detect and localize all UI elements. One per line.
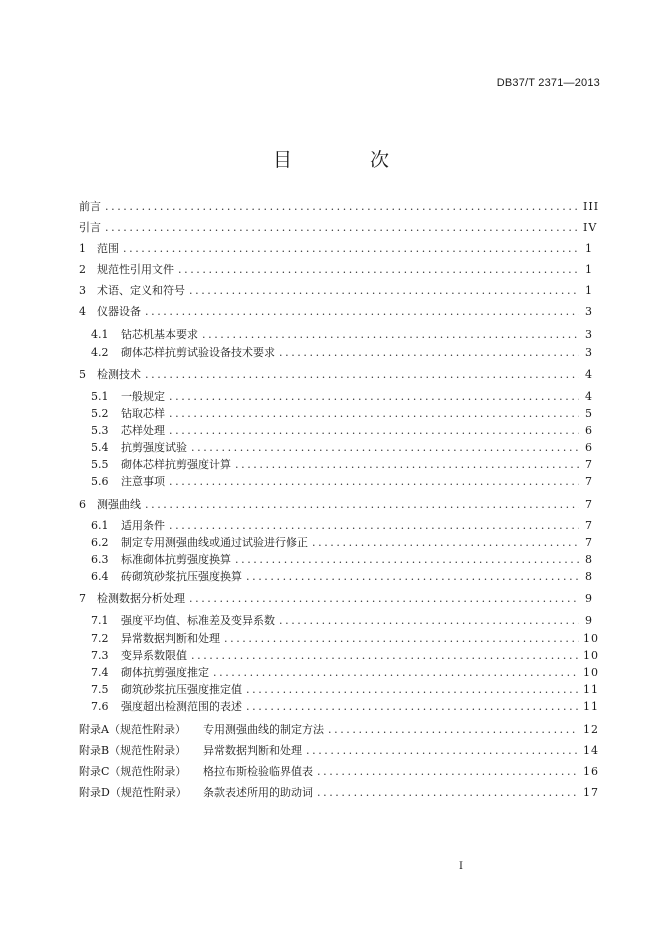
toc-entry-label: 引言 (79, 221, 101, 234)
toc-entry-number: 7.4 (91, 666, 109, 679)
toc-entry-number: 7.6 (91, 700, 109, 713)
toc-entry-page: III (583, 200, 600, 213)
toc-entry-number: 2 (79, 263, 86, 276)
toc-entry-page: 9 (585, 592, 593, 605)
toc-entry-number: 5.2 (91, 407, 109, 420)
toc-leader-dots (202, 328, 579, 341)
toc-entry-number: 4.2 (91, 346, 109, 359)
toc-entry-page: 11 (583, 683, 599, 696)
toc-entry-page: 4 (585, 390, 593, 403)
toc-entry-label: 规范性引用文件 (97, 263, 174, 276)
toc-entry-number: 5.1 (91, 390, 109, 403)
toc-leader-dots (279, 346, 579, 359)
toc-entry[interactable] (91, 473, 593, 489)
toc-entry-label: 仪器设备 (97, 305, 141, 318)
toc-entry-number: 1 (79, 242, 86, 255)
toc-leader-dots (145, 368, 579, 381)
toc-entry[interactable] (91, 612, 593, 628)
toc-leader-dots (213, 666, 579, 679)
toc-leader-dots (246, 683, 579, 696)
toc-entry-page: 8 (585, 570, 593, 583)
toc-entry-number: 4.1 (91, 328, 109, 341)
toc-entry[interactable] (91, 517, 593, 533)
toc-entry-number: 3 (79, 284, 86, 297)
toc-entry[interactable] (91, 388, 593, 404)
toc-entry-label: 砖砌筑砂浆抗压强度换算 (121, 570, 242, 583)
toc-entry-page: 1 (585, 263, 593, 276)
toc-entry-label: 砌筑砂浆抗压强度推定值 (121, 683, 242, 696)
toc-entry-page: 4 (585, 368, 593, 381)
toc-entry[interactable] (79, 742, 599, 758)
toc-entry-page: 7 (585, 475, 593, 488)
toc-leader-dots (169, 407, 579, 420)
toc-entry-number: 5.6 (91, 475, 109, 488)
toc-entry[interactable] (91, 344, 593, 360)
toc-entry-label: 范围 (97, 242, 119, 255)
toc-entry-label: 检测数据分析处理 (97, 592, 185, 605)
toc-entry-label: 术语、定义和符号 (97, 284, 185, 297)
toc-leader-dots (123, 242, 579, 255)
document-code: DB37/T 2371—2013 (496, 77, 600, 89)
toc-entry-label: 前言 (79, 200, 101, 213)
toc-leader-dots (317, 786, 579, 799)
toc-entry-label: 专用测强曲线的制定方法 (203, 723, 324, 736)
toc-entry[interactable] (91, 405, 593, 421)
toc-entry-page: 14 (583, 744, 599, 757)
toc-entry-page: 11 (583, 700, 599, 713)
toc-leader-dots (105, 200, 579, 213)
toc-entry-label: 强度超出检测范围的表述 (121, 700, 242, 713)
toc-leader-dots (246, 570, 579, 583)
toc-entry-page: 5 (585, 407, 593, 420)
toc-leader-dots (191, 649, 579, 662)
toc-leader-dots (191, 441, 579, 454)
toc-entry[interactable] (91, 630, 599, 646)
toc-leader-dots (235, 553, 579, 566)
toc-entry-label: 制定专用测强曲线或通过试验进行修正 (121, 536, 308, 549)
toc-entry-label: 标准砌体抗剪强度换算 (121, 553, 231, 566)
toc-entry-number: 5 (79, 368, 86, 381)
toc-entry[interactable] (91, 534, 593, 550)
toc-entry-page: 7 (585, 458, 593, 471)
toc-entry-label: 变异系数限值 (121, 649, 187, 662)
toc-entry-label: 格拉布斯检验临界值表 (203, 765, 313, 778)
toc-entry-label: 适用条件 (121, 519, 165, 532)
toc-leader-dots (246, 700, 579, 713)
toc-entry-number: 附录D（规范性附录） (79, 786, 187, 799)
toc-entry-label: 抗剪强度试验 (121, 441, 187, 454)
toc-entry[interactable] (91, 326, 593, 342)
toc-entry-label: 测强曲线 (97, 498, 141, 511)
toc-entry-label: 钻芯机基本要求 (121, 328, 198, 341)
toc-entry-label: 注意事项 (121, 475, 165, 488)
toc-entry[interactable] (79, 219, 598, 235)
toc-entry-page: 8 (585, 553, 593, 566)
toc-entry-number: 附录C（规范性附录） (79, 765, 187, 778)
toc-entry-page: 10 (583, 666, 599, 679)
toc-entry[interactable] (91, 568, 593, 584)
toc-leader-dots (169, 475, 579, 488)
toc-entry-number: 7.2 (91, 632, 109, 645)
toc-entry-page: 1 (585, 284, 593, 297)
toc-entry-label: 砌体芯样抗剪试验设备技术要求 (121, 346, 275, 359)
toc-entry-label: 异常数据判断和处理 (121, 632, 220, 645)
toc-entry[interactable] (91, 551, 593, 567)
toc-leader-dots (328, 723, 579, 736)
page-number: I (459, 861, 463, 872)
toc-leader-dots (189, 284, 579, 297)
toc-entry-page: 7 (585, 536, 593, 549)
toc-leader-dots (169, 390, 579, 403)
toc-entry-number: 附录A（规范性附录） (79, 723, 186, 736)
toc-entry-number: 4 (79, 305, 86, 318)
toc-entry-label: 条款表述所用的助动词 (203, 786, 313, 799)
toc-leader-dots (169, 424, 579, 437)
toc-entry[interactable] (91, 681, 599, 697)
toc-entry-label: 钻取芯样 (121, 407, 165, 420)
toc-entry-page: 10 (583, 632, 599, 645)
toc-entry-page: 6 (585, 424, 593, 437)
toc-entry-page: 17 (583, 786, 599, 799)
toc-entry-page: 3 (585, 346, 593, 359)
toc-entry-number: 7 (79, 592, 86, 605)
toc-entry[interactable] (79, 303, 593, 319)
toc-entry[interactable] (91, 698, 599, 714)
toc-entry[interactable] (79, 282, 593, 298)
toc-entry[interactable] (79, 590, 593, 606)
toc-entry-page: 12 (583, 723, 599, 736)
toc-entry-page: 3 (585, 328, 593, 341)
toc-entry-number: 6.2 (91, 536, 109, 549)
toc-entry-number: 6.1 (91, 519, 109, 532)
toc-leader-dots (317, 765, 579, 778)
toc-entry-number: 6.4 (91, 570, 109, 583)
toc-entry[interactable] (79, 784, 599, 800)
toc-entry-page: 7 (585, 519, 593, 532)
toc-leader-dots (306, 744, 579, 757)
toc-entry[interactable] (91, 439, 593, 455)
toc-entry[interactable] (91, 647, 599, 663)
toc-entry-label: 强度平均值、标准差及变异系数 (121, 614, 275, 627)
page-title: 目 次 (272, 149, 426, 171)
toc-entry-number: 5.4 (91, 441, 109, 454)
toc-entry[interactable] (79, 721, 599, 737)
toc-leader-dots (235, 458, 579, 471)
toc-entry[interactable] (91, 456, 593, 472)
toc-entry-page: 1 (585, 242, 593, 255)
toc-entry[interactable] (79, 763, 599, 779)
toc-leader-dots (178, 263, 579, 276)
toc-entry-number: 附录B（规范性附录） (79, 744, 187, 757)
toc-entry[interactable] (79, 198, 600, 214)
toc-entry-number: 5.3 (91, 424, 109, 437)
toc-entry-number: 6 (79, 498, 86, 511)
toc-entry-label: 一般规定 (121, 390, 165, 403)
toc-entry-page: 16 (583, 765, 599, 778)
toc-entry-number: 7.3 (91, 649, 109, 662)
toc-entry[interactable] (91, 422, 593, 438)
toc-entry-number: 7.1 (91, 614, 109, 627)
toc-entry-page: 10 (583, 649, 599, 662)
toc-entry-label: 检测技术 (97, 368, 141, 381)
toc-entry-number: 5.5 (91, 458, 109, 471)
toc-entry[interactable] (91, 664, 599, 680)
toc-entry[interactable] (79, 366, 593, 382)
toc-entry-page: 7 (585, 498, 593, 511)
toc-entry-label: 砌体芯样抗剪强度计算 (121, 458, 231, 471)
toc-entry-number: 6.3 (91, 553, 109, 566)
toc-leader-dots (105, 221, 579, 234)
toc-entry-page: IV (583, 221, 598, 234)
toc-leader-dots (279, 614, 579, 627)
toc-leader-dots (312, 536, 579, 549)
toc-entry-page: 3 (585, 305, 593, 318)
toc-entry-page: 6 (585, 441, 593, 454)
toc-entry[interactable] (79, 261, 593, 277)
toc-leader-dots (145, 498, 579, 511)
toc-leader-dots (169, 519, 579, 532)
toc-entry-number: 7.5 (91, 683, 109, 696)
toc-entry[interactable] (79, 496, 593, 512)
toc-entry-page: 9 (585, 614, 593, 627)
toc-entry[interactable] (79, 240, 593, 256)
toc-entry-label: 异常数据判断和处理 (203, 744, 302, 757)
toc-leader-dots (224, 632, 579, 645)
toc-entry-label: 芯样处理 (121, 424, 165, 437)
toc-leader-dots (145, 305, 579, 318)
toc-leader-dots (189, 592, 579, 605)
toc-entry-label: 砌体抗剪强度推定 (121, 666, 209, 679)
